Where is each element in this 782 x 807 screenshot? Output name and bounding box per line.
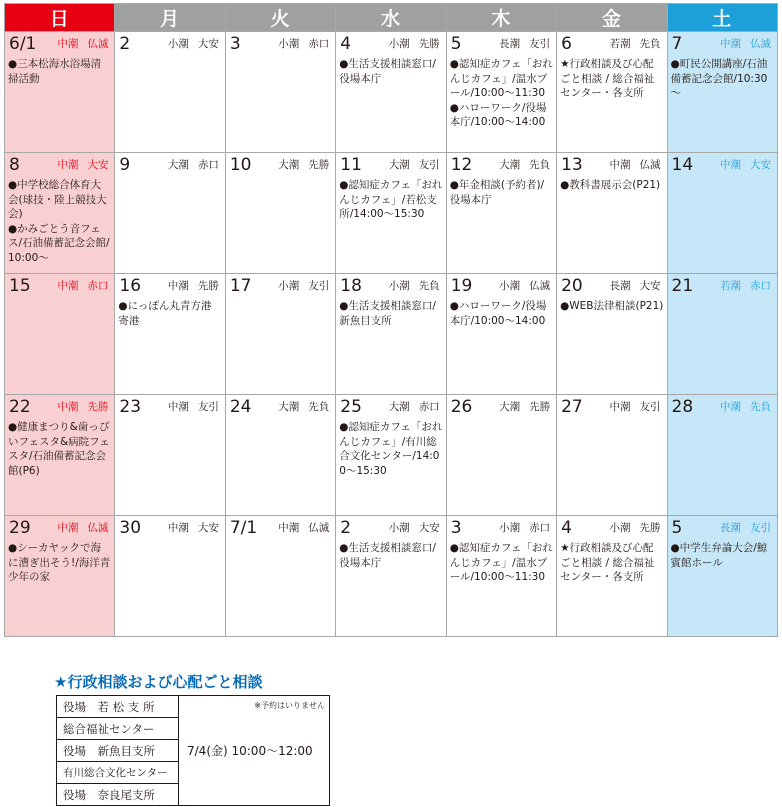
event-list [450, 541, 553, 585]
rokuyo-label: 友引 [750, 522, 771, 534]
event-list [560, 299, 663, 314]
tide-info [57, 401, 108, 413]
day-cell [115, 274, 225, 395]
day-number: 20 [561, 276, 583, 296]
tide-label: 中潮 [57, 38, 79, 50]
day-cell [557, 153, 667, 274]
tide-label: 長潮 [499, 38, 521, 50]
tide-info [610, 522, 661, 534]
tide-label: 大潮 [499, 401, 521, 413]
event-item: ●生活支援相談窓口/役場本庁 [339, 58, 436, 85]
event-item: ●にっぽん丸青方港寄港 [118, 300, 212, 327]
event-item: ●ハローワーク/役場本庁/10:00～14:00 [449, 300, 547, 327]
day-number: 2 [119, 34, 131, 54]
event-item: ●町民公開講座/石油備蓄記念会館/10:30～ [670, 58, 768, 100]
day-cell [5, 395, 115, 516]
event-item: ●教科書展示会(P21) [560, 179, 661, 191]
rokuyo-label: 仏滅 [308, 522, 330, 534]
day-number: 5 [671, 518, 683, 538]
event-item: ●WEB法律相談(P21) [560, 300, 664, 312]
week-row [5, 32, 778, 153]
header-monday: 月 [115, 4, 225, 32]
day-cell [557, 516, 667, 637]
tide-label: 大潮 [388, 401, 410, 413]
event-item: ●ハローワーク/役場本庁/10:00～14:00 [449, 101, 547, 129]
header-saturday: 土 [667, 4, 777, 32]
tide-label: 小潮 [388, 522, 410, 534]
tide-info [389, 401, 440, 413]
day-cell [5, 516, 115, 637]
tide-label: 中潮 [720, 159, 741, 171]
event-list [339, 299, 442, 328]
tide-info [610, 38, 661, 50]
tide-info [278, 38, 329, 50]
event-list [339, 420, 442, 478]
event-list [8, 420, 111, 478]
day-cell [5, 153, 115, 274]
event-item: ●生活支援相談窓口/新魚目支所 [339, 300, 436, 327]
week-row [5, 153, 778, 274]
rokuyo-label: 友引 [308, 280, 330, 292]
day-cell [667, 274, 777, 395]
tide-info [278, 522, 329, 534]
day-number: 28 [671, 397, 694, 417]
tide-info [278, 280, 329, 292]
day-cell [115, 32, 225, 153]
rokuyo-label: 先勝 [639, 522, 661, 534]
tide-label: 小潮 [499, 522, 521, 534]
day-cell [446, 32, 556, 153]
header-thursday: 木 [446, 4, 556, 32]
tide-info [499, 522, 550, 534]
week-row [5, 274, 778, 395]
event-item: ●シーカヤックで海に漕ぎ出そう!/海洋青少年の家 [8, 542, 111, 584]
tide-label: 中潮 [57, 522, 79, 534]
day-number: 16 [119, 276, 142, 296]
rokuyo-label: 大安 [750, 159, 771, 171]
tide-info [168, 38, 219, 50]
rokuyo-label: 大安 [197, 38, 219, 50]
tide-info [168, 159, 219, 171]
day-number: 14 [671, 155, 694, 175]
event-list [450, 299, 553, 328]
consultation-location: 総合福祉センター [57, 718, 179, 740]
day-number: 13 [561, 155, 583, 175]
day-cell [667, 32, 777, 153]
rokuyo-label: 先負 [308, 401, 330, 413]
rokuyo-label: 仏滅 [639, 159, 661, 171]
tide-label: 大潮 [499, 159, 521, 171]
day-number: 11 [340, 155, 362, 175]
consultation-location: 有川総合文化センター [57, 762, 179, 784]
tide-info [389, 280, 440, 292]
day-cell [336, 516, 446, 637]
day-number: 27 [561, 397, 583, 417]
rokuyo-label: 先負 [639, 38, 661, 50]
rokuyo-label: 先勝 [197, 280, 219, 292]
event-list [450, 178, 553, 207]
event-item: ●中学生弁論大会/鯨賓館ホール [670, 542, 768, 569]
tide-info [499, 159, 550, 171]
tide-info [499, 38, 550, 50]
event-item: ●認知症カフェ「おれんじカフェ」/温水プール/10:00～11:30 [449, 58, 553, 100]
rokuyo-label: 赤口 [750, 280, 771, 292]
rokuyo-label: 赤口 [197, 159, 219, 171]
day-cell [336, 395, 446, 516]
rokuyo-label: 赤口 [87, 280, 109, 292]
day-number: 4 [561, 518, 572, 538]
rokuyo-label: 仏滅 [87, 38, 109, 50]
rokuyo-label: 仏滅 [87, 522, 109, 534]
event-item: ●認知症カフェ「おれんじカフェ」/有川総合文化センター/14:00～15:30 [339, 421, 443, 477]
day-number: 19 [450, 276, 473, 296]
rokuyo-label: 赤口 [418, 401, 440, 413]
rokuyo-label: 大安 [197, 522, 219, 534]
tide-label: 大潮 [278, 159, 300, 171]
day-cell [5, 274, 115, 395]
day-number: 3 [450, 518, 462, 538]
rokuyo-label: 先勝 [308, 159, 330, 171]
consultation-location: 役場 若 松 支 所 [57, 696, 179, 718]
tide-info [720, 522, 771, 534]
rokuyo-label: 友引 [529, 38, 551, 50]
day-number: 25 [340, 397, 362, 417]
rokuyo-label: 先勝 [529, 401, 551, 413]
tide-info [389, 522, 440, 534]
tide-info [278, 401, 329, 413]
day-cell [667, 153, 777, 274]
day-cell [225, 32, 335, 153]
tide-info [610, 159, 661, 171]
tide-label: 小潮 [388, 280, 410, 292]
event-list [8, 178, 111, 266]
event-item: ●認知症カフェ「おれんじカフェ」/若松支所/14:00～15:30 [339, 179, 443, 221]
event-list [671, 541, 774, 570]
rokuyo-label: 先勝 [418, 38, 440, 50]
day-cell [446, 516, 556, 637]
tide-label: 大潮 [167, 159, 189, 171]
consultation-note: ※予約はいりません [254, 701, 325, 710]
day-cell [557, 274, 667, 395]
tide-label: 小潮 [609, 522, 631, 534]
tide-label: 中潮 [609, 401, 631, 413]
day-cell [446, 153, 556, 274]
tide-info [168, 401, 219, 413]
header-friday: 金 [557, 4, 667, 32]
tide-label: 大潮 [388, 159, 410, 171]
tide-label: 中潮 [278, 522, 300, 534]
tide-label: 中潮 [167, 522, 189, 534]
event-item: ●認知症カフェ「おれんじカフェ」/温水プール/10:00～11:30 [449, 542, 553, 584]
event-list [450, 57, 553, 130]
rokuyo-label: 友引 [418, 159, 440, 171]
calendar-body [5, 32, 778, 637]
tide-info [499, 280, 550, 292]
tide-label: 小潮 [499, 280, 521, 292]
tide-info [720, 401, 771, 413]
rokuyo-label: 先負 [418, 280, 440, 292]
week-row [5, 516, 778, 637]
event-item: ●生活支援相談窓口/役場本庁 [339, 542, 436, 569]
rokuyo-label: 大安 [639, 280, 661, 292]
tide-label: 中潮 [57, 280, 79, 292]
day-cell [557, 395, 667, 516]
day-cell [667, 395, 777, 516]
event-list [560, 178, 663, 193]
tide-label: 長潮 [720, 522, 741, 534]
rokuyo-label: 大安 [87, 159, 109, 171]
day-number: 5 [450, 34, 462, 54]
consultation-time-cell [179, 696, 330, 806]
day-cell [336, 32, 446, 153]
day-number: 7/1 [229, 518, 258, 538]
event-item: ●かみごとう音フェス/石油備蓄記念会館/10:00～ [8, 222, 110, 264]
tide-info [720, 38, 771, 50]
consultation-row [57, 696, 330, 718]
tide-label: 中潮 [609, 159, 631, 171]
tide-info [389, 38, 440, 50]
day-number: 15 [9, 276, 31, 296]
consultation-time: 7/4(金) 10:00～12:00 [187, 744, 313, 758]
day-number: 17 [229, 276, 252, 296]
tide-info [720, 280, 771, 292]
day-number: 21 [671, 276, 694, 296]
rokuyo-label: 赤口 [529, 522, 551, 534]
day-number: 23 [119, 397, 142, 417]
tide-label: 中潮 [720, 38, 741, 50]
weekday-header-row [5, 4, 778, 32]
tide-info [57, 522, 108, 534]
tide-info [610, 280, 661, 292]
day-cell [115, 395, 225, 516]
rokuyo-label: 友引 [639, 401, 661, 413]
tide-info [389, 159, 440, 171]
day-number: 6/1 [9, 34, 37, 54]
tide-info [57, 159, 108, 171]
tide-label: 若潮 [720, 280, 741, 292]
day-cell [336, 274, 446, 395]
day-cell [446, 395, 556, 516]
day-cell [115, 516, 225, 637]
tide-info [610, 401, 661, 413]
tide-label: 小潮 [167, 38, 189, 50]
event-item: ★行政相談及び心配ごと相談 / 総合福祉センター・各支所 [560, 542, 655, 584]
header-sunday: 日 [5, 4, 115, 32]
event-list [560, 541, 663, 585]
rokuyo-label: 仏滅 [529, 280, 551, 292]
day-number: 22 [9, 397, 31, 417]
tide-label: 中潮 [167, 280, 189, 292]
day-cell [336, 153, 446, 274]
day-number: 9 [119, 155, 131, 175]
tide-label: 中潮 [167, 401, 189, 413]
event-list [560, 57, 663, 101]
tide-info [168, 522, 219, 534]
day-number: 24 [229, 397, 252, 417]
tide-info [278, 159, 329, 171]
rokuyo-label: 赤口 [308, 38, 330, 50]
consultation-location: 役場 新魚目支所 [57, 740, 179, 762]
tide-label: 中潮 [57, 159, 79, 171]
rokuyo-label: 仏滅 [750, 38, 771, 50]
rokuyo-label: 大安 [418, 522, 440, 534]
rokuyo-label: 先勝 [87, 401, 109, 413]
header-tuesday: 火 [225, 4, 335, 32]
tide-info [57, 38, 108, 50]
day-number: 2 [340, 518, 352, 538]
rokuyo-label: 先負 [750, 401, 771, 413]
event-list [339, 178, 442, 222]
event-item: ●中学校総合体育大会(球技・陸上競技大会) [8, 179, 107, 221]
tide-label: 大潮 [278, 401, 300, 413]
tide-info [57, 280, 108, 292]
day-cell [225, 274, 335, 395]
week-row [5, 395, 778, 516]
header-wednesday: 水 [336, 4, 446, 32]
day-number: 18 [340, 276, 362, 296]
tide-label: 小潮 [278, 38, 300, 50]
day-cell [225, 395, 335, 516]
tide-label: 若潮 [609, 38, 631, 50]
event-list [339, 57, 442, 86]
event-item: ●三本松海水浴場清掃活動 [8, 58, 102, 85]
event-list [8, 57, 111, 86]
day-cell [115, 153, 225, 274]
event-list [671, 57, 774, 101]
day-number: 10 [229, 155, 252, 175]
tide-info [720, 159, 771, 171]
tide-label: 小潮 [388, 38, 410, 50]
day-number: 4 [340, 34, 352, 54]
event-list [8, 541, 111, 585]
consultation-location: 役場 奈良尾支所 [57, 784, 179, 806]
day-number: 12 [450, 155, 473, 175]
tide-label: 中潮 [57, 401, 79, 413]
consultation-table [56, 695, 330, 806]
day-number: 7 [671, 34, 683, 54]
day-number: 8 [9, 155, 20, 175]
day-cell [446, 274, 556, 395]
consultation-title: ★行政相談および心配ごと相談 [54, 673, 263, 691]
rokuyo-label: 先負 [529, 159, 551, 171]
day-number: 29 [9, 518, 31, 538]
day-cell [5, 32, 115, 153]
event-list [118, 299, 221, 328]
calendar [4, 3, 778, 637]
day-cell [557, 32, 667, 153]
day-cell [225, 516, 335, 637]
event-item: ●健康まつり&歯っぴいフェスタ&病院フェスタ/石油備蓄記念会館(P6) [8, 421, 110, 477]
event-item: ●年金相談(予約者)/役場本庁 [449, 179, 545, 206]
rokuyo-label: 友引 [197, 401, 219, 413]
tide-label: 長潮 [609, 280, 631, 292]
day-number: 30 [119, 518, 142, 538]
day-number: 6 [561, 34, 572, 54]
day-number: 26 [450, 397, 473, 417]
tide-info [168, 280, 219, 292]
event-list [339, 541, 442, 570]
day-number: 3 [229, 34, 241, 54]
tide-info [499, 401, 550, 413]
event-item: ★行政相談及び心配ごと相談 / 総合福祉センター・各支所 [560, 58, 655, 100]
tide-label: 中潮 [720, 401, 741, 413]
day-cell [667, 516, 777, 637]
day-cell [225, 153, 335, 274]
tide-label: 小潮 [278, 280, 300, 292]
